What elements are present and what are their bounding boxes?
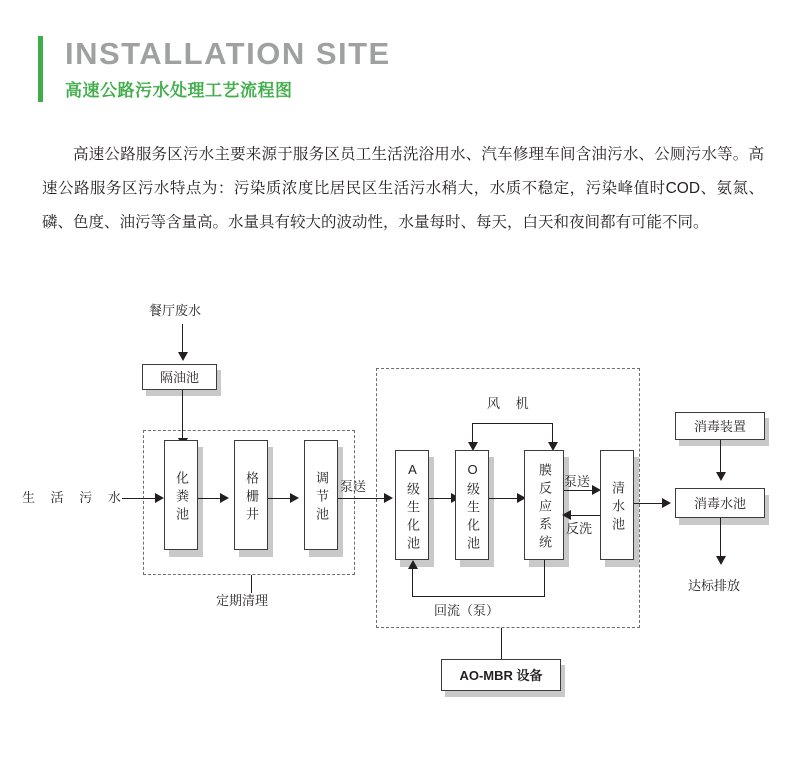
arrowhead-clean-to-disinfection <box>662 498 671 508</box>
arrowhead-kitchen-to-oil <box>178 352 188 361</box>
label-domestic-sewage: 生 活 污 水 <box>22 490 127 505</box>
box-disinfection-device: 消毒装置 <box>675 412 765 440</box>
arrowhead-discharge <box>716 556 726 565</box>
arrowhead-sewage-to-septic <box>155 493 164 503</box>
intro-paragraph: 高速公路服务区污水主要来源于服务区员工生活洗浴用水、汽车修理车间含油污水、公厕污水等。高速公路服务区污水特点为：污染质浓度比居民区生活污水稍大，水质不稳定，污染峰值时COD、氨氮、磷、色度、油污等含量高。水量具有较大的波动性，水量每时、每天，白天和夜间都有可能不同。 <box>42 146 764 231</box>
label-kitchen-waste: 餐厅废水 <box>149 303 202 318</box>
box-adjusting-tank: 调节池 <box>304 440 338 550</box>
label-blower: 风 机 <box>487 396 535 411</box>
connector-adjust-to-astage <box>338 498 388 499</box>
box-oil-separator: 隔油池 <box>142 364 217 390</box>
connector-reflux-horizontal <box>412 596 545 597</box>
connector-oil-to-pretreat <box>182 390 183 442</box>
connector-device-to-tank <box>720 440 721 476</box>
arrowhead-septic-to-grille <box>220 493 229 503</box>
label-pump-feed-2: 泵送 <box>564 474 591 489</box>
connector-reflux-down <box>544 560 545 596</box>
connector-blower-bus <box>472 423 552 424</box>
box-septic-tank: 化粪池 <box>164 440 198 550</box>
box-clean-water-tank: 清水池 <box>600 450 634 560</box>
label-reflux-pump: 回流（泵） <box>434 603 500 618</box>
connector-clean-to-membrane-backwash <box>568 515 600 516</box>
box-o-stage: O级生化池 <box>455 450 489 560</box>
box-membrane-system: 膜反应系统 <box>524 450 564 560</box>
label-periodic-cleaning: 定期清理 <box>216 593 269 608</box>
connector-reflux-up <box>412 568 413 596</box>
connector-group-to-caption <box>501 628 502 659</box>
process-flow-diagram <box>0 290 800 730</box>
box-grille-well: 格栅井 <box>234 440 268 550</box>
connector-disinfection-to-discharge <box>720 518 721 560</box>
arrowhead-adjust-to-astage <box>384 493 393 503</box>
arrowhead-device-to-tank <box>716 472 726 481</box>
label-standard-discharge: 达标排放 <box>688 578 741 593</box>
label-pump-feed-1: 泵送 <box>340 479 367 494</box>
connector-sewage-to-septic <box>122 498 157 499</box>
arrowhead-grille-to-adjust <box>290 493 299 503</box>
box-disinfection-tank: 消毒水池 <box>675 488 765 518</box>
arrowhead-reflux <box>408 560 418 569</box>
label-backwash: 反洗 <box>566 521 593 536</box>
box-equipment-caption: AO-MBR 设备 <box>441 659 561 691</box>
box-a-stage: A级生化池 <box>395 450 429 560</box>
page-title: INSTALLATION SITE <box>65 36 391 71</box>
page-subtitle: 高速公路污水处理工艺流程图 <box>65 81 293 100</box>
page-header <box>38 36 391 102</box>
